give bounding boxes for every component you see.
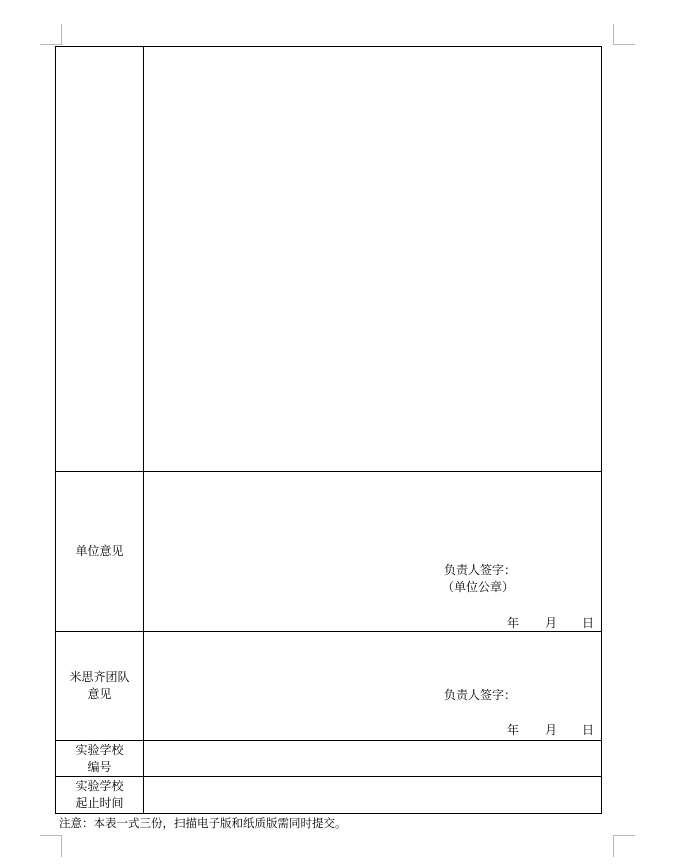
school-number-input[interactable] [144, 741, 601, 776]
team-date-year: 年 [507, 723, 520, 737]
team-opinion-label-line2: 意见 [87, 687, 112, 701]
unit-date-day: 日 [582, 616, 595, 630]
school-number-label [56, 742, 143, 776]
unit-date-year: 年 [507, 616, 520, 630]
crop-mark-top-left-v [61, 24, 62, 45]
unit-seal-label: （单位公章） [442, 580, 515, 594]
school-number-label-line1: 实验学校 [75, 743, 124, 757]
crop-mark-bottom-left-h [40, 835, 62, 836]
team-signature-label: 负责人签字： [444, 688, 517, 702]
unit-date-month: 月 [545, 616, 558, 630]
school-period-label-line1: 实验学校 [75, 779, 124, 793]
unit-signature-label: 负责人签字： [444, 563, 517, 577]
team-opinion-label [56, 669, 143, 703]
footnote: 注意：本表一式三份，扫描电子版和纸质版需同时提交。 [59, 816, 347, 830]
content-label-cell [56, 47, 143, 471]
team-date-month: 月 [545, 723, 558, 737]
team-opinion-input-area[interactable] [144, 632, 601, 740]
school-period-label [56, 778, 143, 812]
crop-mark-bottom-left-v [61, 835, 62, 857]
team-date-day: 日 [582, 723, 595, 737]
crop-mark-bottom-right-v [613, 835, 614, 857]
crop-mark-top-right-v [613, 24, 614, 45]
content-input-area[interactable] [144, 47, 601, 471]
school-period-input[interactable] [144, 777, 601, 813]
school-number-label-line2: 编号 [87, 760, 112, 774]
school-period-label-line2: 起止时间 [75, 796, 124, 810]
crop-mark-top-right-h [613, 44, 635, 45]
team-opinion-label-line1: 米思齐团队 [69, 670, 130, 684]
unit-opinion-label: 单位意见 [75, 544, 124, 558]
crop-mark-bottom-right-h [613, 835, 635, 836]
crop-mark-top-left-h [40, 44, 62, 45]
unit-opinion-input-area[interactable] [144, 472, 601, 631]
